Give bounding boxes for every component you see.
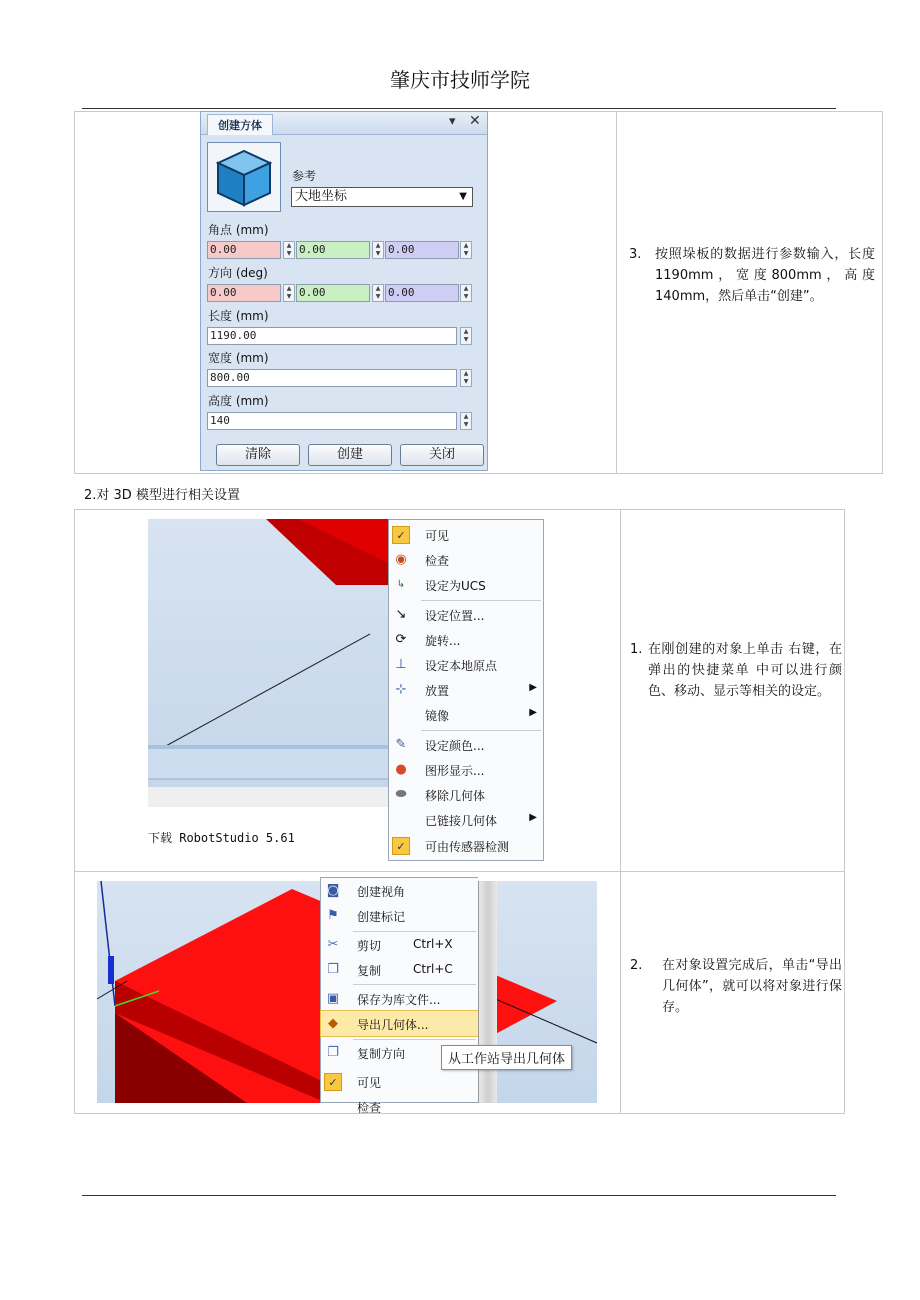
height-field[interactable]: 140 [207,412,457,430]
menu-item-sensor-detectable[interactable]: ✓ 可由传感器检测 [389,833,543,858]
dialog-tab[interactable]: 创建方体 [207,114,273,135]
menu-separator [421,730,541,731]
orientation-x-field[interactable]: 0.00 [207,284,281,302]
corner-x-field[interactable]: 0.00 [207,241,281,259]
menu-item-set-color[interactable]: ✎ 设定颜色... [389,732,543,757]
orientation-y-spinner[interactable]: ▲ ▼ [372,284,384,302]
reference-label: 参考 [292,169,317,183]
remove-geometry-icon: ⬬ [395,787,407,802]
check-icon: ✓ [392,526,410,544]
orientation-label: 方向 (deg) [208,266,268,280]
export-geometry-icon: ◆ [328,1016,338,1031]
marker-icon: ⚑ [327,908,339,923]
table-2-row-divider [74,871,844,872]
menu-item-save-library[interactable]: ▣ 保存为库文件... [321,986,478,1011]
menu-item-remove-geometry[interactable]: ⬬ 移除几何体 [389,782,543,807]
orientation-y-field[interactable]: 0.00 [296,284,370,302]
place-icon: ⊹ [395,682,407,697]
step-1-text: 在刚创建的对象上单击 右键，在弹出的快捷菜单 中可以进行颜色、移动、显示等相关的设定。 [648,642,842,699]
table-2-divider [620,509,621,1113]
close-icon[interactable]: ✕ [469,113,481,129]
dropdown-arrow-icon: ▼ [459,191,467,202]
header-rule [82,108,836,109]
reference-select[interactable] [291,187,473,207]
local-origin-icon: ⊥ [395,657,407,672]
step-2-text: 在对象设置完成后，单击“导出几何体”，就可以将对象进行保存。 [662,958,842,1015]
menu-item-set-ucs[interactable]: ↳ 设定为UCS [389,572,543,597]
close-button[interactable]: 关闭 [400,444,484,466]
menu-item-graphics-display[interactable]: ● 图形显示... [389,757,543,782]
menu-separator [353,984,476,985]
step-2-number: 2. [630,958,643,973]
menu-separator [421,600,541,601]
menu-item-cut[interactable]: ✂ 剪切 Ctrl+X [321,932,478,957]
length-spinner[interactable]: ▲ ▼ [460,327,472,345]
box-icon [207,142,281,212]
corner-label: 角点 (mm) [208,223,269,237]
step-1-number: 1. [630,642,643,657]
menu-item-create-view[interactable]: ◙ 创建视角 [321,878,478,903]
camera-icon: ◙ [326,883,340,898]
height-label: 高度 (mm) [208,394,269,408]
orientation-z-field[interactable]: 0.00 [385,284,459,302]
check-icon: ✓ [324,1073,342,1091]
height-spinner[interactable]: ▲ ▼ [460,412,472,430]
orientation-x-spinner[interactable]: ▲ ▼ [283,284,295,302]
length-field[interactable]: 1190.00 [207,327,457,345]
export-tooltip: 从工作站导出几何体 [441,1045,572,1070]
menu-item-local-origin[interactable]: ⊥ 设定本地原点 [389,652,543,677]
table-1-divider [616,111,617,473]
pin-icon[interactable]: ▾ [449,114,456,129]
create-box-dialog [200,111,488,471]
menu-item-inspect[interactable]: ◉ 检查 [389,547,543,572]
context-menu-object [388,519,544,861]
create-button[interactable]: 创建 [308,444,392,466]
save-library-icon: ▣ [326,991,340,1006]
position-icon: ↘ [395,607,407,622]
ucs-icon: ↳ [396,579,406,590]
step-3-text: 按照垛板的数据进行参数输入，长度 1190mm，宽度800mm，高度 140mm，然后单击“创建”。 [655,247,875,304]
shortcut-cut: Ctrl+X [413,937,453,951]
page-header-title: 肇庆市技师学院 [390,68,530,92]
step-1 [630,639,842,729]
menu-item-export-geometry[interactable]: ◆ 导出几何体... [321,1011,478,1036]
menu-item-inspect[interactable]: 检查 [357,1101,382,1115]
viewport-3d[interactable] [148,519,388,807]
section-heading: 2.对 3D 模型进行相关设置 [84,488,240,503]
reference-value: 大地坐标 [295,189,348,204]
corner-z-field[interactable]: 0.00 [385,241,459,259]
menu-item-set-position[interactable]: ↘ 设定位置... [389,602,543,627]
menu-item-visible[interactable]: ✓ 可见 [389,522,543,547]
menu-item-mirror[interactable]: 镜像 ▶ [425,707,537,723]
width-label: 宽度 (mm) [208,351,269,365]
menu-item-visible[interactable]: ✓ 可见 [321,1069,478,1094]
inspect-icon: ◉ [395,552,407,567]
submenu-arrow-icon: ▶ [529,812,537,823]
menu-item-copy[interactable]: ❐ 复制 Ctrl+C [321,957,478,982]
check-icon: ✓ [392,837,410,855]
submenu-arrow-icon: ▶ [529,707,537,718]
submenu-arrow-icon: ▶ [529,682,537,693]
step-3-number: 3. [629,247,642,262]
copy-icon: ❐ [327,962,339,977]
orientation-z-spinner[interactable]: ▲ ▼ [460,284,472,302]
length-label: 长度 (mm) [208,309,269,323]
corner-y-spinner[interactable]: ▲ ▼ [372,241,384,259]
step-2 [630,955,842,1025]
graphics-icon: ● [395,762,407,777]
width-spinner[interactable]: ▲ ▼ [460,369,472,387]
robotstudio-caption: 下载 RobotStudio 5.61 [148,831,295,845]
copy-orientation-icon: ❐ [327,1045,339,1060]
rotate-icon: ⟳ [395,632,407,647]
width-field[interactable]: 800.00 [207,369,457,387]
clear-button[interactable]: 清除 [216,444,300,466]
menu-item-copy-orientation[interactable]: ❐ 复制方向 [321,1040,478,1065]
scissors-icon: ✂ [327,937,339,952]
menu-item-place[interactable]: ⊹ 放置 ▶ [389,677,543,702]
corner-z-spinner[interactable]: ▲ ▼ [460,241,472,259]
shortcut-copy: Ctrl+C [413,962,453,976]
brush-icon: ✎ [395,737,407,752]
menu-item-linked-geometry[interactable]: 已链接几何体 ▶ [425,812,537,828]
menu-item-create-marker[interactable]: ⚑ 创建标记 [321,903,478,928]
corner-y-field[interactable]: 0.00 [296,241,370,259]
footer-rule [82,1195,836,1196]
corner-x-spinner[interactable]: ▲ ▼ [283,241,295,259]
step-3 [629,244,875,344]
menu-item-rotate[interactable]: ⟳ 旋转... [389,627,543,652]
